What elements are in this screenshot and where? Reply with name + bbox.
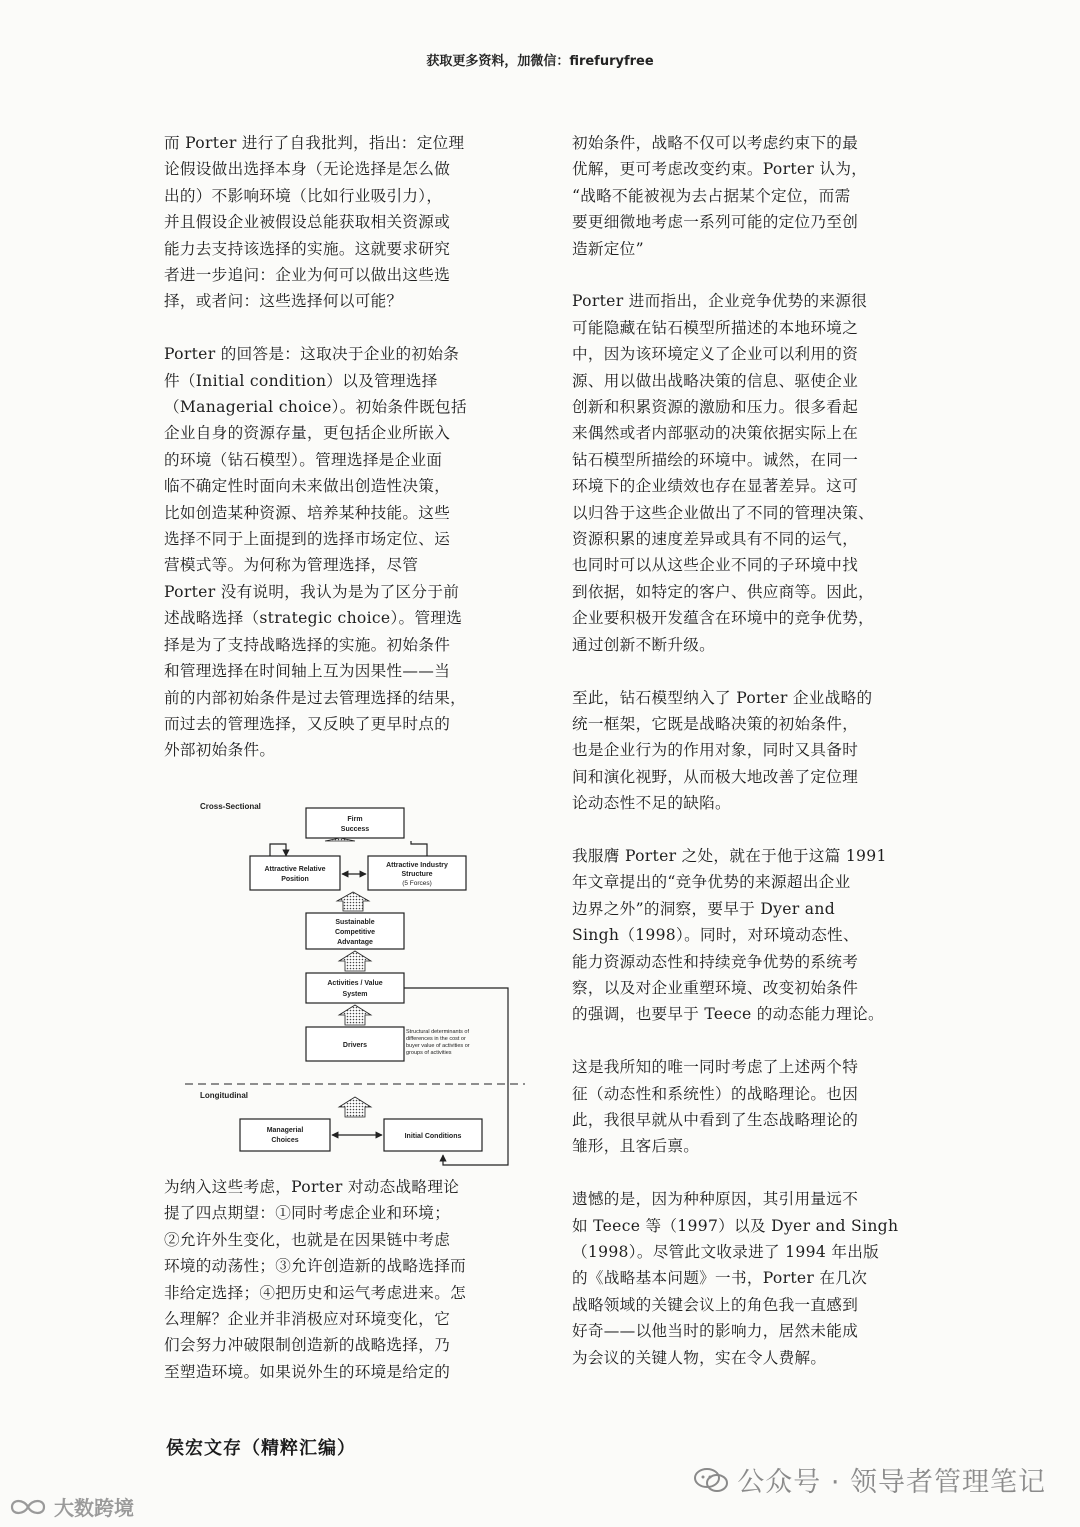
left-column bbox=[164, 130, 512, 764]
box-industry-line3: (5 Forces) bbox=[402, 880, 432, 887]
right-paragraph-2: Porter 进而指出，企业竞争优势的来源很 可能隐藏在钻石模型所描述的本地环境之 中，因为该环境定义了企业可以利用的资 源、用以做出战略决策的信息、驱使企业 创新和积累资源的激励和压力。很多看起 来偶然或者内部驱动的决策依据实际上在 钻石模型所描绘的环境中。诚然，在同一 环境下的企业绩效也存在显著差异。这可 以归咎于这些企业做出了不同的管理决策、 资源积累的速度差异或具有不同的运气， 也同时可以从这些企业不同的子环境中找 到依据，如特定的客户、供应商等。因此， 企业要积极开发蕴含在环境中的竞争优势， 通过创新不断升级。 bbox=[572, 292, 874, 654]
box-sca-line1: Sustainable bbox=[335, 919, 375, 926]
box-managerial-line2: Choices bbox=[271, 1137, 299, 1144]
infinity-logo-icon bbox=[8, 1496, 48, 1518]
right-column bbox=[572, 130, 928, 1371]
book-title: 侯宏文存（精粹汇编） bbox=[166, 1438, 356, 1459]
box-managerial-choices bbox=[240, 1119, 330, 1151]
box-firm-success bbox=[306, 808, 404, 838]
drivers-note-line3: buyer value of activities or bbox=[406, 1043, 470, 1049]
left-paragraph-1: 而 Porter 进行了自我批判，指出：定位理 论假设做出选择本身（无论选择是怎么做 出的）不影响环境（比如行业吸引力）， 并且假设企业被假设总能获取相关资源或 能力去支持该选择的实施。这就要求研究 者进一步追问：企业为何可以做出这些选 择，或者问：这些选择何以可能？ bbox=[164, 134, 465, 311]
box-managerial-line1: Managerial bbox=[266, 1127, 304, 1134]
hatched-arrow-activities-up bbox=[339, 951, 371, 971]
arrow-relpos-to-success bbox=[270, 844, 286, 856]
diagram-svg bbox=[175, 793, 530, 1171]
right-paragraph-1: 初始条件，战略不仅可以考虑约束下的最 优解，更可考虑改变约束。Porter 认为， “战略不能被视为去占据某个定位，而需 要更细微地考虑一系列可能的定位乃至创 造新定位” bbox=[572, 134, 868, 258]
section-label-cross-sectional: Cross-Sectional bbox=[200, 802, 261, 811]
box-firm-success-line2: Success bbox=[340, 826, 370, 833]
left-paragraph-2: Porter 的回答是：这取决于企业的初始条 件（Initial condition）以及管理选择 （Managerial choice）。初始条件既包括 企业自身的资源存量，更包括企业所嵌入 的环境（钻石模型）。管理选择是企业面 临不确定性时面向未来做出创造性决策， 比如创造某种资源、培养某种技能。这些 选择不同于上面提到的选择市场定位、运 营模式等。为何称为管理选择，尽管 Porter 没有说明，我认为是为了区分于前 述战略选择（strategic choice）。管理选 择是为了支持战略选择的实施。初始条件 和管理选择在时间轴上互为因果性——当 前的内部初始条件是过去管理选择的结果， 而过去的管理选择，又反映了更早时点的 外部初始条件。 bbox=[164, 345, 467, 760]
hatched-arrow-initial-up bbox=[339, 1097, 371, 1117]
box-relpos-line1: Attractive Relative bbox=[264, 866, 326, 873]
box-attractive-relative-position bbox=[250, 856, 340, 890]
porter-dynamics-diagram bbox=[175, 793, 530, 1171]
right-paragraph-6: 遗憾的是，因为种种原因，其引用量远不 如 Teece 等（1997）以及 Dyer and Singh （1998）。尽管此文收录进了 1994 年出版 的《战略基本问题》一书，Porter 在几次 战略领域的关键会议上的角色我一直感到 好奇——以他当时的影响力，居然未能成 为会议的关键人物，实在令人费解。 bbox=[572, 1190, 899, 1367]
drivers-note-line4: groups of activities bbox=[406, 1050, 452, 1056]
left-paragraph-3: 为纳入这些考虑，Porter 对动态战略理论 提了四点期望：①同时考虑企业和环境； ②允许外生变化，也就是在因果链中考虑 环境的动荡性；③允许创造新的战略选择而 非给定选择；④把历史和运气考虑进来。怎 么理解？企业并非消极应对环境变化，它 们会努力冲破限制创造新的战略选择，乃 至塑造环境。如果说外生的环境是给定的 bbox=[164, 1178, 466, 1381]
wechat-icon bbox=[693, 1467, 729, 1493]
box-activities-line2: System bbox=[342, 991, 368, 998]
right-paragraph-5: 这是我所知的唯一同时考虑了上述两个特 征（动态性和系统性）的战略理论。也因 此，我很早就从中看到了生态战略理论的 雏形，且客后禀。 bbox=[572, 1058, 859, 1156]
left-watermark bbox=[8, 1492, 134, 1521]
wechat-watermark bbox=[693, 1460, 1046, 1499]
arrow-industry-to-success bbox=[411, 841, 427, 856]
drivers-note-line1: Structural determinants of bbox=[406, 1029, 469, 1035]
section-label-longitudinal: Longitudinal bbox=[200, 1091, 248, 1100]
box-sca-line3: Advantage bbox=[337, 939, 373, 946]
hatched-arrow-sca-up bbox=[337, 892, 369, 911]
wechat-watermark-text: 公众号 · 领导者管理笔记 bbox=[737, 1467, 1046, 1498]
left-watermark-text: 大数跨境 bbox=[54, 1496, 134, 1520]
box-relpos-line2: Position bbox=[281, 876, 309, 883]
right-paragraph-4: 我服膺 Porter 之处，就在于他于这篇 1991 年文章提出的“竞争优势的来源超出企业 边界之外”的洞察，要早于 Dyer and Singh（1998）。同时，对环境动态性、 能力资源动态性和持续竞争优势的系统考 察，以及对企业重塑环境、改变初始条件 的强调，也要早于 Teece 的动态能力理论。 bbox=[572, 846, 887, 1024]
box-drivers-label: Drivers bbox=[342, 1042, 368, 1049]
box-firm-success-line1: Firm bbox=[347, 816, 363, 823]
hatched-arrow-drivers-up bbox=[339, 1005, 371, 1025]
drivers-note-line2: differences in the cost or bbox=[406, 1036, 466, 1042]
box-industry-line2: Structure bbox=[401, 871, 433, 878]
box-industry-line1: Attractive Industry bbox=[386, 862, 448, 869]
header-note: 获取更多资料，加微信：firefuryfree bbox=[426, 54, 654, 69]
box-activities-value-system bbox=[306, 973, 404, 1003]
box-sca-line2: Competitive bbox=[334, 929, 376, 936]
box-activities-line1: Activities / Value bbox=[327, 980, 383, 987]
box-initial-label: Initial Conditions bbox=[404, 1133, 462, 1140]
right-paragraph-3: 至此，钻石模型纳入了 Porter 企业战略的 统一框架，它既是战略决策的初始条件， 也是企业行为的作用对象，同时又具备时 间和演化视野，从而极大地改善了定位理 论动态性不足的缺陷。 bbox=[572, 688, 873, 813]
